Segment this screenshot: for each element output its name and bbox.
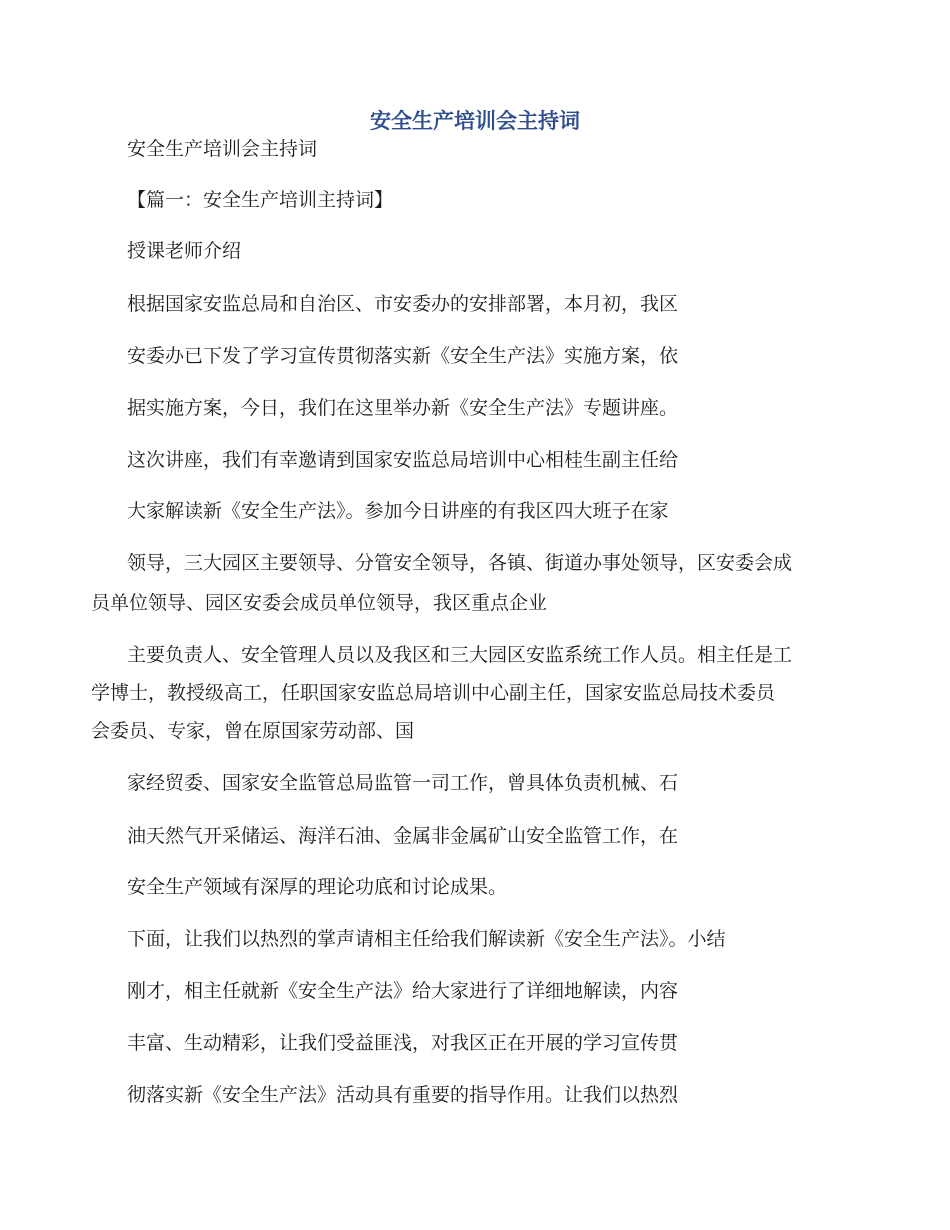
text-line: 会委员、专家，曾在原国家劳动部、国 bbox=[91, 720, 415, 742]
text-line: 据实施方案，今日，我们在这里举办新《安全生产法》专题讲座。 bbox=[127, 397, 679, 419]
text-line: 安全生产领域有深厚的理论功底和讨论成果。 bbox=[127, 876, 508, 898]
text-line: 学博士，教授级高工，任职国家安监总局培训中心副主任，国家安监总局技术委员 bbox=[91, 682, 776, 704]
text-line: 大家解读新《安全生产法》。参加今日讲座的有我区四大班子在家 bbox=[127, 500, 669, 522]
text-line: 这次讲座，我们有幸邀请到国家安监总局培训中心相桂生副主任给 bbox=[127, 449, 679, 471]
text-line: 家经贸委、国家安全监管总局监管一司工作，曾具体负责机械、石 bbox=[127, 772, 679, 794]
text-line: 安全生产培训会主持词 bbox=[127, 138, 318, 160]
text-line: 主要负责人、安全管理人员以及我区和三大园区安监系统工作人员。相主任是工 bbox=[127, 644, 793, 666]
text-line: 【篇一：安全生产培训主持词】 bbox=[127, 189, 394, 211]
text-line: 刚才，相主任就新《安全生产法》给大家进行了详细地解读，内容 bbox=[127, 980, 679, 1002]
text-line: 丰富、生动精彩，让我们受益匪浅，对我区正在开展的学习宣传贯 bbox=[127, 1032, 679, 1054]
document-title: 安全生产培训会主持词 bbox=[370, 108, 580, 133]
text-line: 领导，三大园区主要领导、分管安全领导，各镇、街道办事处领导，区安委会成 bbox=[127, 552, 793, 574]
text-line: 油天然气开采储运、海洋石油、金属非金属矿山安全监管工作，在 bbox=[127, 825, 679, 847]
text-line: 下面，让我们以热烈的掌声请相主任给我们解读新《安全生产法》。小结 bbox=[127, 928, 726, 950]
text-line: 彻落实新《安全生产法》活动具有重要的指导作用。让我们以热烈 bbox=[127, 1084, 679, 1106]
text-line: 根据国家安监总局和自治区、市安委办的安排部署，本月初，我区 bbox=[127, 293, 679, 315]
text-line: 员单位领导、园区安委会成员单位领导，我区重点企业 bbox=[91, 592, 548, 614]
text-line: 授课老师介绍 bbox=[127, 240, 242, 262]
text-line: 安委办已下发了学习宣传贯彻落实新《安全生产法》实施方案，依 bbox=[127, 345, 679, 367]
